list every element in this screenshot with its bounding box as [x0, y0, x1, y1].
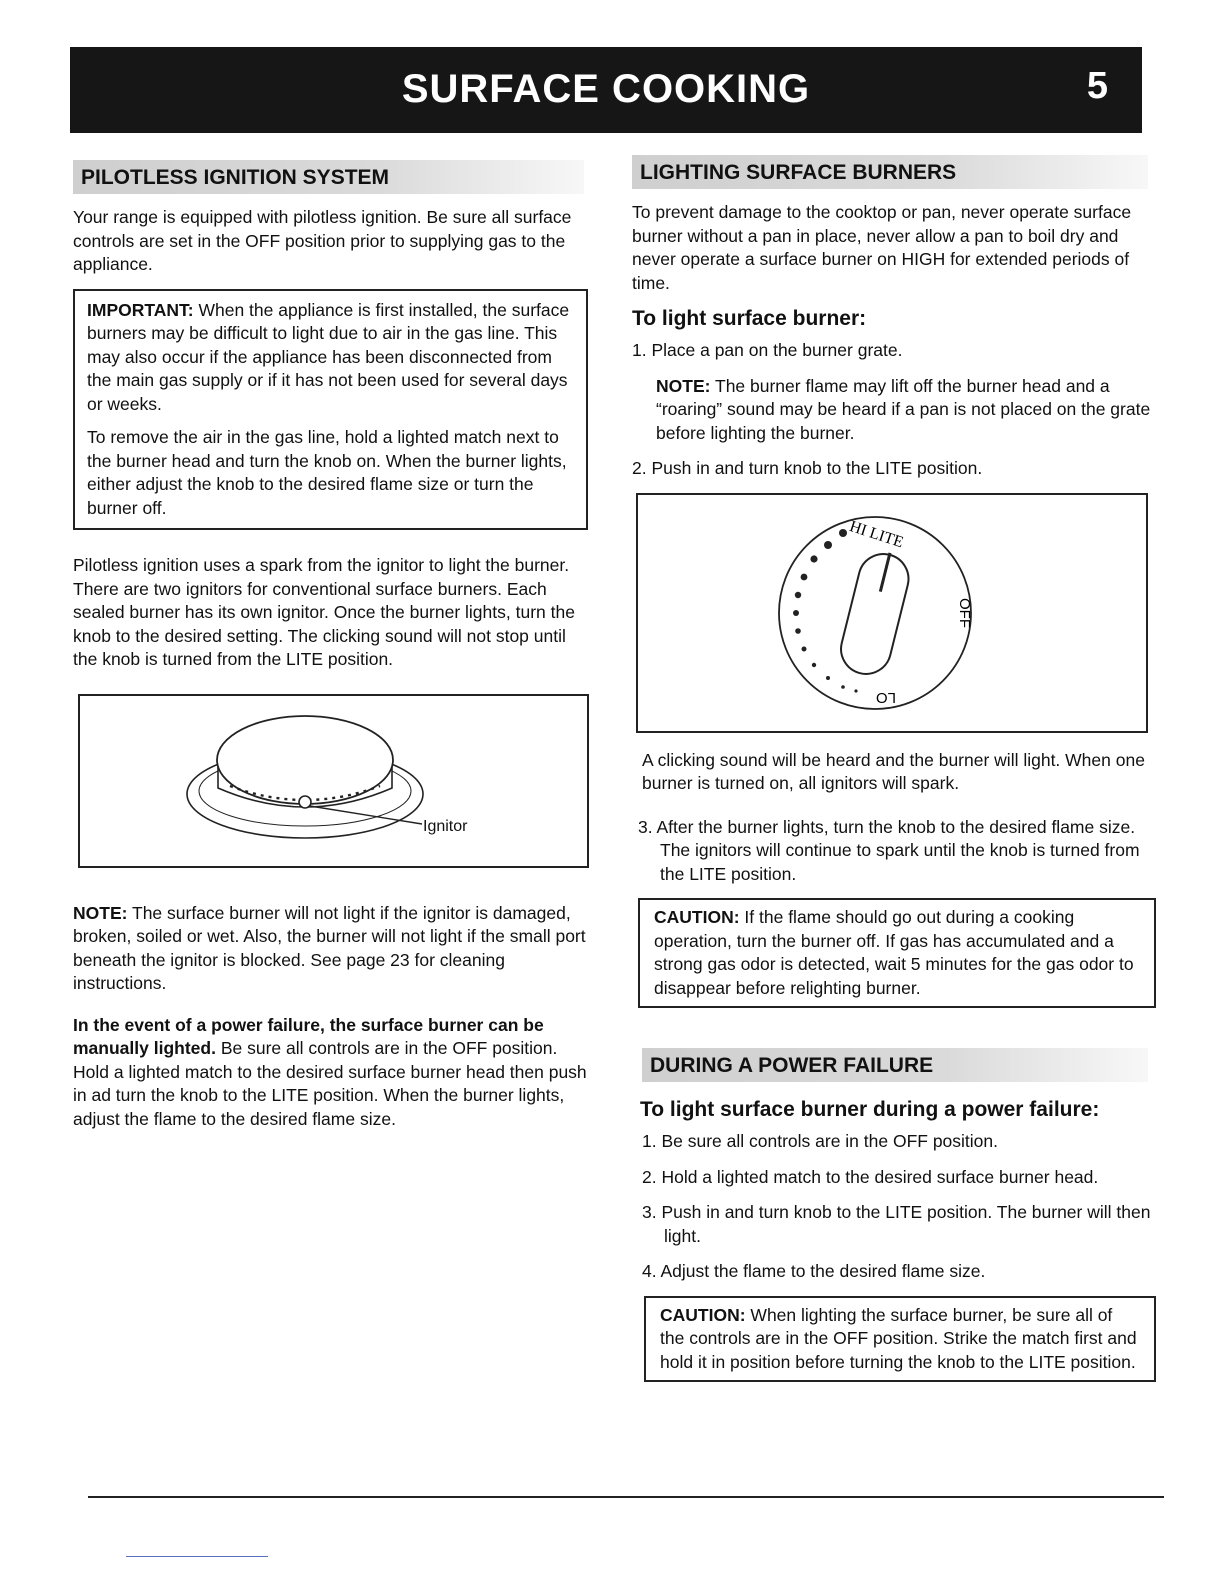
- note-text: The surface burner will not light if the ignitor is damaged, broken, soiled or wet. Also, the burner will not light if the small port beneath the ignitor is blocked. See page 23 for cleaning instructions.: [73, 902, 586, 993]
- caution-box-2: [644, 1296, 1156, 1383]
- power-step-1: 1. Be sure all controls are in the OFF position.: [642, 1131, 998, 1151]
- page-number: 5: [1086, 65, 1108, 107]
- section-title-pilotless: PILOTLESS IGNITION SYSTEM: [73, 160, 584, 194]
- ignitor-note: [73, 902, 588, 996]
- power-step-4: 4. Adjust the flame to the desired flame size.: [642, 1261, 986, 1281]
- important-label: IMPORTANT:: [87, 299, 194, 320]
- power-step-2: 2. Hold a lighted match to the desired surface burner head.: [642, 1166, 1099, 1187]
- burner-illustration: [80, 696, 587, 866]
- lighting-step-1: 1. Place a pan on the burner grate.: [632, 340, 903, 360]
- knob-label-off: OFF: [956, 597, 973, 628]
- spark-paragraph: Pilotless ignition uses a spark from the ignitor to light the burner. There are two ignitors for conventional surface burners. Each sealed burner has its own ignitor. Once the burner lights, turn the knob to the desired setting. The clicking sound will not stop until the knob is turned from the LITE position.: [73, 555, 575, 669]
- power-failure-text: Be sure all controls are in the OFF position. Hold a lighted match to the desired surface burner head then push in ad turn the knob to the LITE position. When the burner lights, adjust the flame to the desired flame size.: [73, 1038, 587, 1129]
- power-failure-bold: In the event of a power failure, the surface burner can be manually lighted.: [73, 1014, 544, 1058]
- lighting-note-label: NOTE:: [656, 375, 711, 396]
- lighting-note: [632, 375, 1156, 446]
- clicking-paragraph: A clicking sound will be heard and the burner will light. When one burner is turned on, all ignitors will spark.: [642, 749, 1145, 793]
- pilotless-intro: Your range is equipped with pilotless ignition. Be sure all surface controls are set in the OFF position prior to supplying gas to the appliance.: [73, 207, 572, 274]
- note-label: NOTE:: [73, 902, 128, 923]
- important-text-1: When the appliance is first installed, the surface burners may be difficult to light due to air in the gas line. This may also occur if the appliance has been disconnected from the main gas supply or if it has not been used for several days or weeks.: [87, 299, 570, 414]
- footer-rule: [88, 1496, 1164, 1498]
- section-title-power-failure: DURING A POWER FAILURE: [642, 1048, 1148, 1082]
- caution-2-label: CAUTION:: [660, 1304, 746, 1325]
- lighting-step-2: 2. Push in and turn knob to the LITE position.: [632, 458, 983, 478]
- lighting-note-text: The burner flame may lift off the burner head and a “roaring” sound may be heard if a pan is not placed on the grate before lighting the burner.: [656, 375, 1151, 443]
- important-para-2: To remove the air in the gas line, hold a lighted match next to the burner head and turn the knob on. When the burner lights, either adjust the knob to the desired flame size or turn the burner off.: [87, 427, 567, 518]
- power-failure-subhead: To light surface burner during a power failure:: [640, 1098, 1100, 1121]
- lighting-step-3: 3. After the burner lights, turn the knob to the desired flame size. The ignitors will continue to spark until the knob is turned from the LITE position.: [638, 816, 1140, 884]
- power-failure-paragraph: [73, 1014, 588, 1132]
- caution-2-text: [660, 1304, 1140, 1375]
- left-column: [73, 160, 588, 1143]
- right-column: [632, 155, 1156, 1422]
- ignitor-leader-line: [310, 806, 422, 824]
- section-title-lighting: LIGHTING SURFACE BURNERS: [632, 155, 1148, 189]
- caution-box-1: [638, 898, 1156, 1008]
- caution-1-text: [654, 906, 1140, 1000]
- ignitor-label: Ignitor: [423, 817, 468, 835]
- footer-accent-line: [126, 1556, 268, 1557]
- ignitor-icon: [299, 796, 311, 808]
- lighting-subhead: To light surface burner:: [632, 307, 867, 330]
- caution-1-body: If the flame should go out during a cooking operation, turn the burner off. If gas has accumulated and a strong gas odor is detected, wait 5 minutes for the gas odor to disappear before relighting burner.: [654, 907, 1134, 998]
- caution-2-body: When lighting the surface burner, be sure all of the controls are in the OFF position. Strike the match first and hold it in position before turning the knob to the LITE position.: [660, 1304, 1137, 1372]
- lighting-intro: To prevent damage to the cooktop or pan, never operate surface burner without a pan in place, never allow a pan to boil dry and never operate a surface burner on HIGH for extended periods of time.: [632, 202, 1132, 293]
- power-step-3: 3. Push in and turn knob to the LITE position. The burner will then light.: [642, 1202, 1151, 1246]
- knob-label-hi-lite: HI LITE: [847, 517, 906, 551]
- burner-cap: [217, 716, 393, 804]
- page-title: SURFACE COOKING: [401, 67, 811, 111]
- flame-size-marks: [793, 529, 858, 693]
- important-para-1: [87, 299, 574, 417]
- knob-illustration: [638, 495, 1146, 731]
- important-box: [73, 289, 588, 531]
- caution-1-label: CAUTION:: [654, 907, 740, 927]
- knob-handle: [836, 546, 915, 678]
- knob-label-lo: LO: [875, 688, 897, 706]
- header-bar: [70, 47, 1142, 133]
- burner-figure: [78, 694, 589, 868]
- knob-figure: [636, 493, 1148, 733]
